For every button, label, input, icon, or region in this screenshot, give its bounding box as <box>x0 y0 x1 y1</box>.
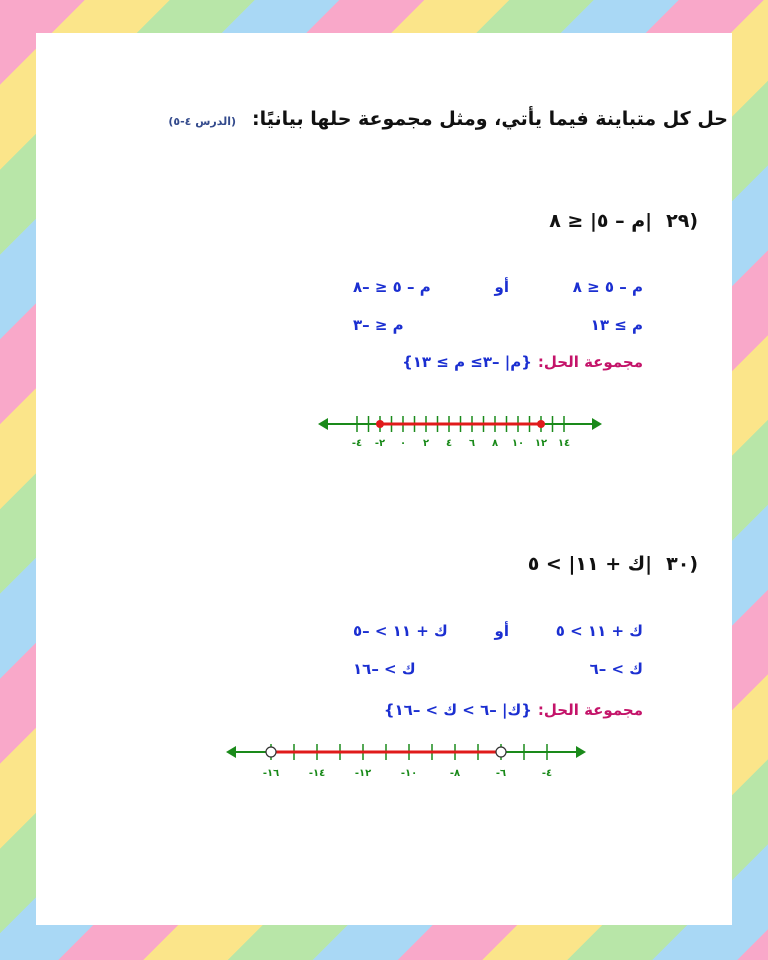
step-2: ك > –١٦ <box>353 660 416 678</box>
case-2: م – ٥ ≤ –٨ <box>353 278 431 296</box>
case-2: ك + ١١ > –٥ <box>353 622 448 640</box>
tick-label: ١٤ <box>557 438 571 449</box>
tick-label: ٦ <box>468 438 476 449</box>
problem-number: (٢٩ <box>666 210 698 232</box>
open-endpoint <box>266 747 276 757</box>
tick-label: -٤ <box>541 768 553 779</box>
problem-number: (٣٠ <box>666 553 698 575</box>
step-1: م ≥ ١٣ <box>590 316 643 334</box>
tick-label: ١٠ <box>511 438 525 449</box>
step-1: ك > –٦ <box>589 660 643 678</box>
open-endpoint <box>496 747 506 757</box>
tick-label: -٨ <box>449 768 461 779</box>
right-arrow-icon <box>576 746 586 758</box>
problem-inequality: |م – ٥| ≤ ٨ <box>549 210 653 232</box>
tick-label: -١٤ <box>308 768 326 779</box>
left-arrow-icon <box>226 746 236 758</box>
right-arrow-icon <box>592 418 602 430</box>
number-line-29 <box>318 416 602 449</box>
closed-endpoint <box>376 420 384 428</box>
step-2: م ≤ –٣ <box>353 316 404 334</box>
tick-label: -٢ <box>374 438 386 449</box>
tick-label: -١٢ <box>354 768 372 779</box>
tick-label: -١٦ <box>262 768 280 779</box>
left-arrow-icon <box>318 418 328 430</box>
tick-label: ٨ <box>491 438 499 449</box>
or-word: أو <box>494 278 509 296</box>
number-line-30 <box>226 744 586 779</box>
tick-label: ٤ <box>445 438 453 449</box>
solution-set: {ك| –٦ > ك > –١٦} <box>383 701 532 719</box>
solution-set: {م| –٣≥ م ≥ ١٣} <box>402 353 532 371</box>
case-1: م – ٥ ≤ ٨ <box>572 278 643 296</box>
tick-label: -٤ <box>351 438 363 449</box>
solution-label: مجموعة الحل: <box>537 353 643 371</box>
tick-label: ٢ <box>422 438 430 449</box>
case-1: ك + ١١ > ٥ <box>555 622 643 640</box>
tick-label: -١٠ <box>400 768 418 779</box>
tick-label: ٠ <box>399 438 407 449</box>
or-word: أو <box>494 622 509 640</box>
problem-inequality: |ك + ١١| > ٥ <box>527 553 653 575</box>
instruction-text: حل كل متباينة فيما يأتي، ومثل مجموعة حلها بيانيًا: <box>252 108 728 130</box>
solution-label: مجموعة الحل: <box>537 701 643 719</box>
tick-label: -٦ <box>495 768 507 779</box>
tick-label: ١٢ <box>534 438 548 449</box>
lesson-reference: (الدرس ٤-٥) <box>168 115 237 128</box>
closed-endpoint <box>537 420 545 428</box>
